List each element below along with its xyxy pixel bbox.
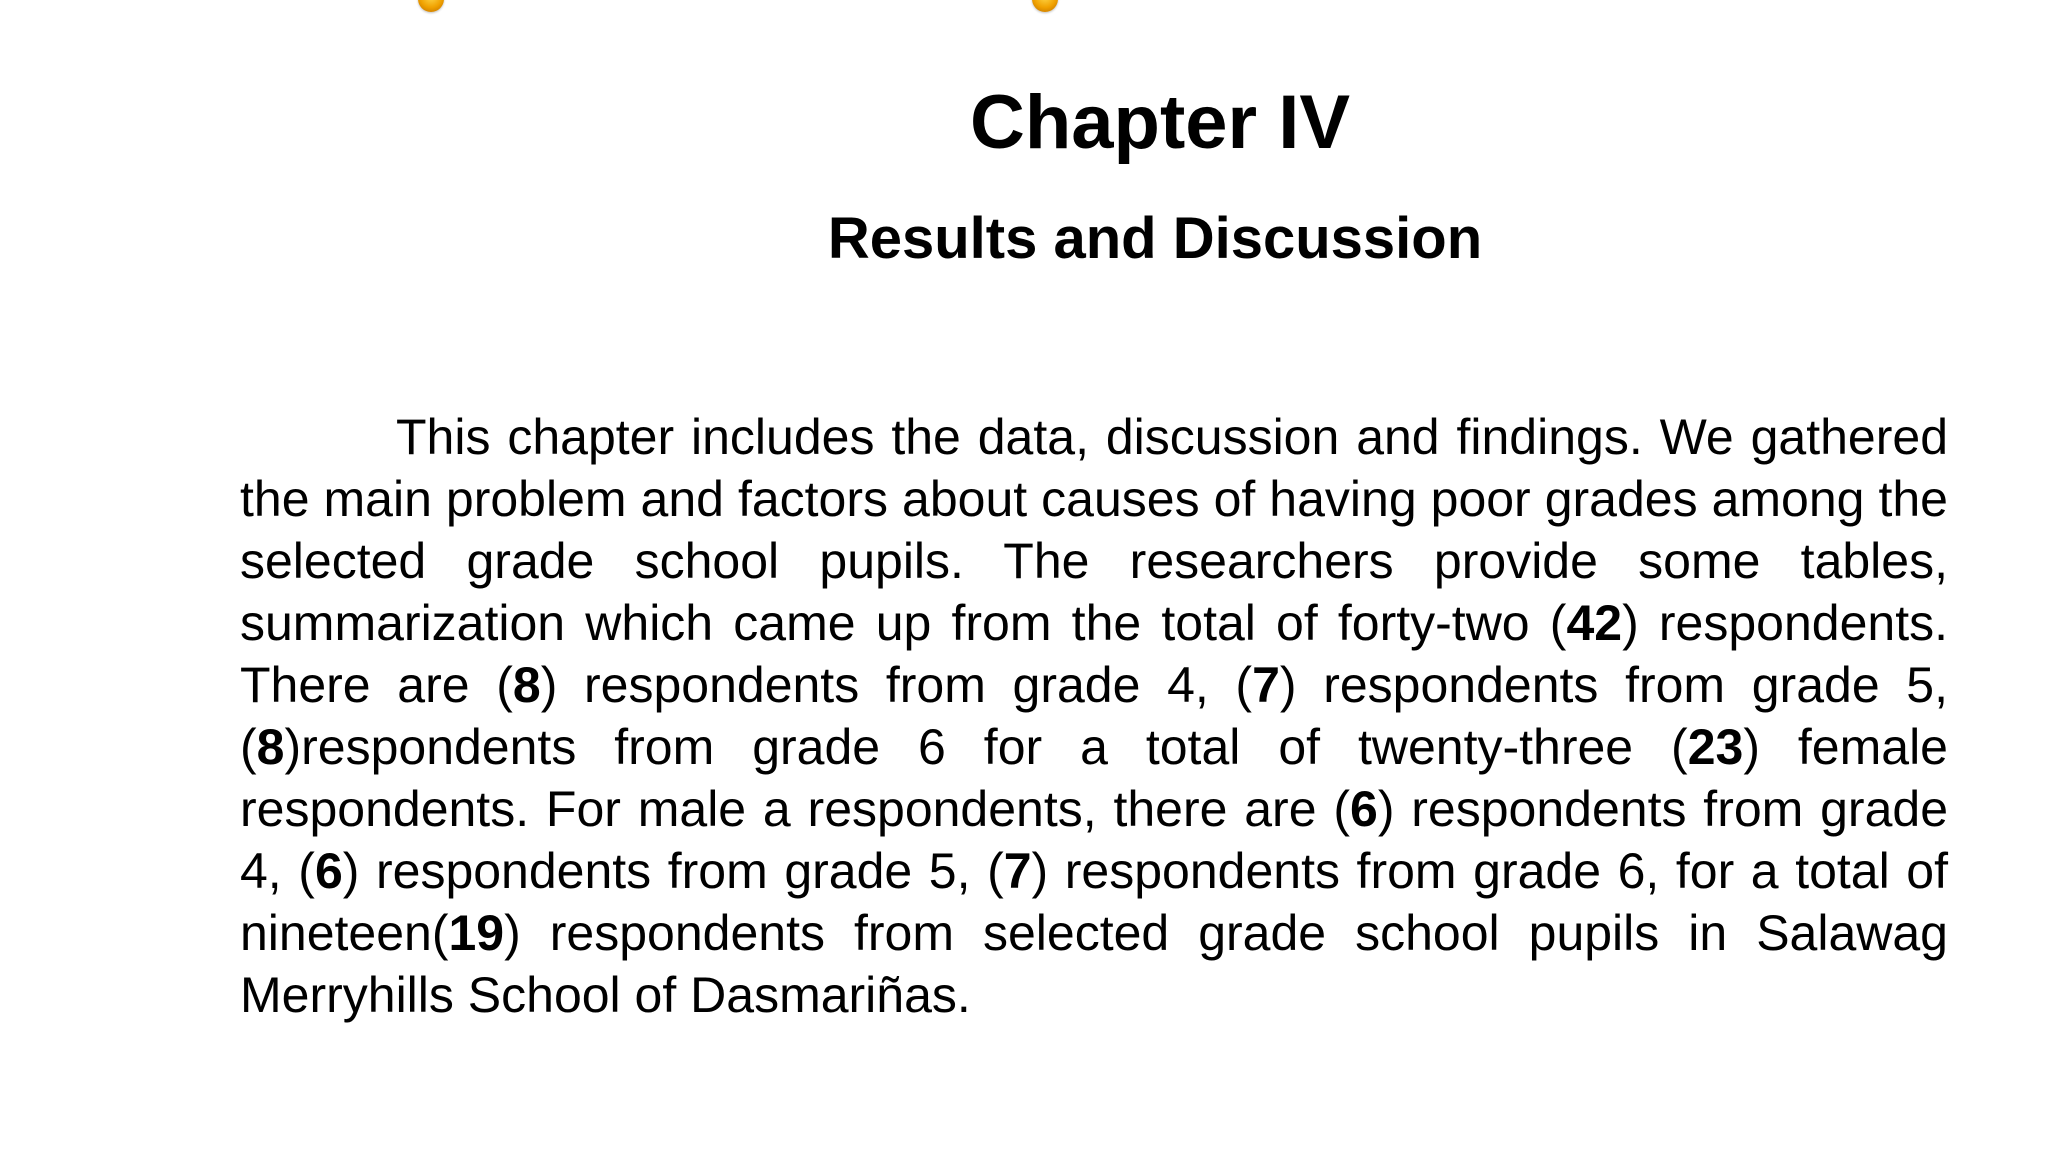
paragraph-text: ) respondents. There are ( (240, 595, 1948, 713)
paragraph-text: ) respondents from grade 4, ( (540, 657, 1253, 713)
decorative-ornament-right (1032, 0, 1058, 12)
paragraph-text: ) respondents from grade 5, ( (240, 657, 1948, 775)
bold-number: 8 (256, 719, 285, 775)
paragraph-text: )respondents from grade 6 for a total of twenty-three ( (284, 719, 1688, 775)
paragraph-text: ) respondents from grade 5, ( (342, 843, 1004, 899)
paragraph-text: ) respondents from grade 4, ( (240, 781, 1949, 899)
paragraph-text: ) female respondents. For male a respondents, there are ( (240, 719, 1948, 837)
chapter-title: Chapter IV (969, 80, 1351, 165)
bold-number: 6 (314, 843, 343, 899)
decorative-ornament-left (418, 0, 444, 12)
bold-number: 6 (1350, 781, 1378, 837)
bold-number: 23 (1687, 719, 1744, 775)
chapter-subtitle: Results and Discussion (827, 206, 1483, 271)
bold-number: 7 (1252, 657, 1280, 713)
bold-number: 7 (1003, 843, 1032, 899)
paragraph-text: This chapter includes the data, discussion and findings. We gathered the main problem and factors about causes of having poor grades among the selected grade school pupils. The researchers provide some tables, summarization which came up from the total of forty-two ( (240, 409, 1948, 651)
paragraph-text: ) respondents from selected grade school pupils in Salawag Merryhills School of Dasmariñas. (240, 905, 1948, 1023)
bold-number: 8 (512, 657, 541, 713)
paragraph-text: ) respondents from grade 6, for a total of nineteen( (240, 843, 1948, 961)
body-paragraph (240, 406, 1948, 1026)
bold-number: 42 (1566, 595, 1623, 651)
bold-number: 19 (448, 905, 505, 961)
